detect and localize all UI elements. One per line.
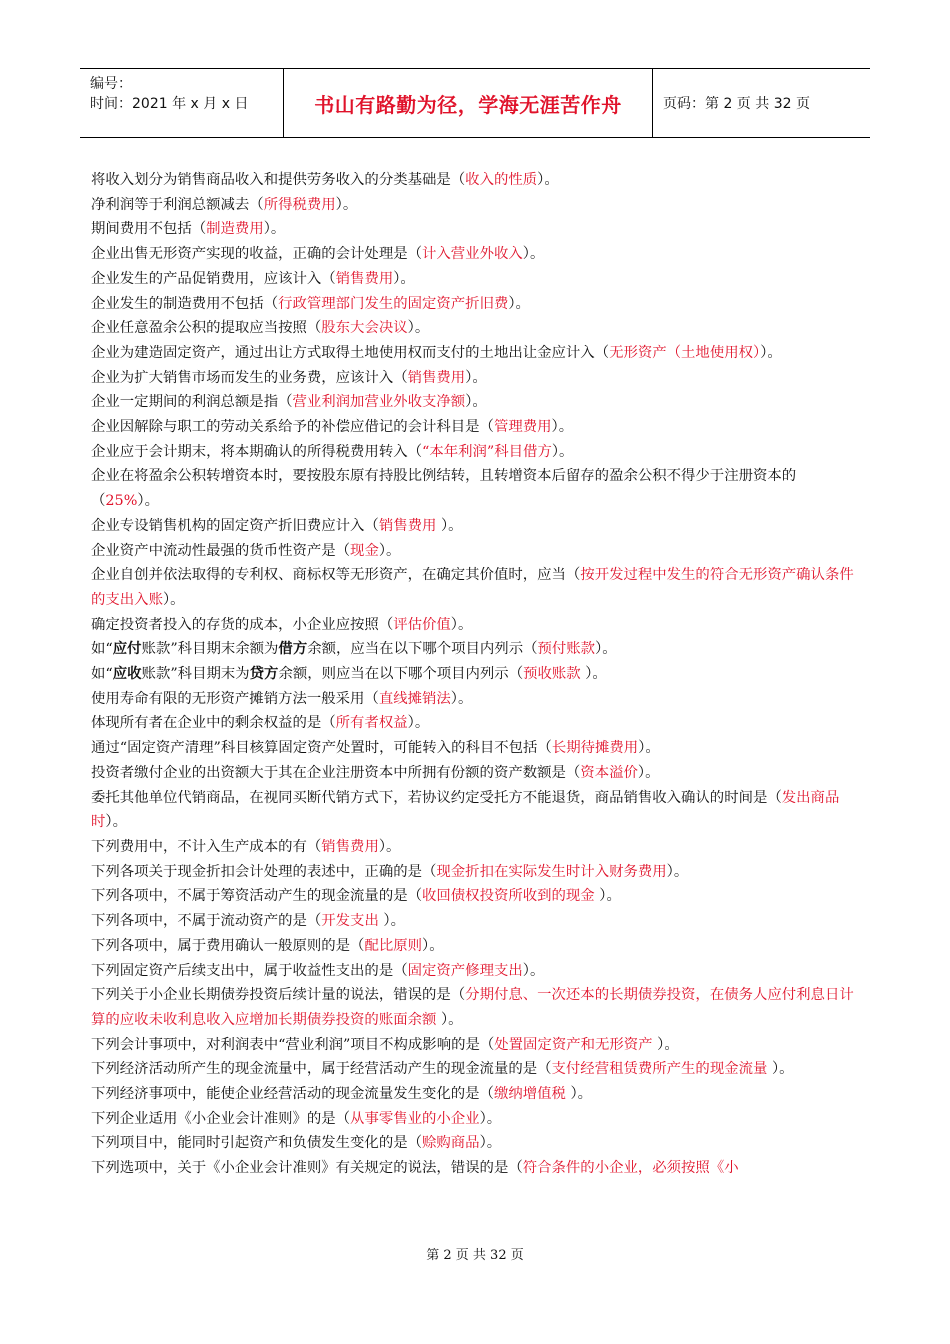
question-text: 如“应收账款”科目期末为贷方余额，则应当在以下哪个项目内列示（: [91, 665, 524, 683]
header-meta: [80, 69, 284, 137]
closing-text: ）。: [522, 962, 545, 979]
answer-text: 25%: [105, 493, 138, 510]
question-line: [91, 242, 861, 267]
question-line: [91, 637, 861, 662]
answer-text: 股东大会决议: [321, 320, 408, 337]
question-line: [91, 687, 861, 712]
answer-text: 资本溢价: [580, 764, 638, 781]
question-line: [91, 292, 861, 317]
answer-text: 按开发过程中发生的符合无形资产确认条件的支出入账: [91, 567, 854, 608]
question-text: 企业自创并依法取得的专利权、商标权等无形资产，在确定其价值时，应当（: [91, 567, 581, 584]
closing-text: ）。: [666, 863, 689, 880]
question-text: 投资者缴付企业的出资额大于其在企业注册资本中所拥有份额的资产数额是（: [91, 764, 581, 781]
question-text: 下列关于小企业长期债券投资后续计量的说法，错误的是（: [91, 987, 466, 1004]
answer-text: 所有者权益: [335, 715, 408, 732]
closing-text: ）。: [450, 690, 473, 707]
question-line: [91, 366, 861, 391]
question-text: 企业资产中流动性最强的货币性资产是（: [91, 542, 351, 559]
doc-number-label: 编号：: [90, 76, 132, 92]
header-page-info-cell: [653, 69, 870, 137]
answer-text: 行政管理部门发生的固定资产折旧费: [278, 295, 509, 312]
closing-text: ）。: [383, 913, 405, 930]
closing-text: ）。: [465, 369, 487, 386]
page-header: [80, 68, 870, 138]
question-text: 企业发生的制造费用不包括（: [91, 295, 279, 312]
question-text: 企业在将盈余公积转增资本时，要按股东原有持股比例结转，且转增资本后留存的盈余公积不得少于注册资本的（: [91, 468, 797, 510]
question-line: [91, 217, 861, 242]
closing-text: ）。: [479, 1135, 502, 1152]
question-line: [91, 267, 861, 292]
answer-text: 所得税费用: [263, 196, 336, 213]
answer-text: 收入的性质: [465, 172, 538, 188]
header-motto-cell: [284, 69, 653, 137]
header-page-info: 页码：第 2 页 共 32 页: [663, 96, 810, 112]
question-text: 期间费用不包括（: [91, 221, 207, 238]
question-text: 下列经济活动所产生的现金流量中，属于经营活动产生的现金流量的是（: [91, 1061, 552, 1078]
closing-text: ）。: [407, 715, 430, 732]
closing-text: ）。: [760, 344, 782, 361]
answer-text: 分期付息、一次还本的长期债券投资，在债务人应付利息日计算的应收未收利息收入应增加长期债券投资的账面余额: [91, 987, 854, 1028]
closing-text: ）。: [407, 320, 430, 337]
question-line: [91, 761, 861, 786]
answer-text: 销售费用: [335, 270, 394, 287]
closing-text: ）。: [378, 838, 401, 855]
question-text: 将收入划分为销售商品收入和提供劳务收入的分类基础是（: [91, 172, 466, 188]
question-text: 下列选项中，关于《小企业会计准则》有关规定的说法，错误的是（: [91, 1160, 523, 1177]
closing-text: ）。: [450, 616, 473, 633]
answer-text: 支付经营租赁费所产生的现金流量: [551, 1061, 772, 1078]
answer-text: 赊购商品: [422, 1135, 480, 1152]
closing-text: ）。: [771, 1061, 794, 1078]
emphasis-text: 应收: [112, 665, 142, 683]
question-line: [91, 884, 861, 909]
emphasis-text: 贷方: [249, 665, 279, 683]
closing-text: ）。: [537, 172, 559, 188]
answer-text: “本年利润”科目借方: [422, 443, 552, 460]
answer-text: 销售费用: [378, 517, 441, 534]
question-line: [91, 341, 861, 366]
closing-text: ）。: [551, 443, 574, 460]
closing-text: ）。: [393, 270, 415, 287]
answer-text: 符合条件的小企业，必须按照《小: [522, 1160, 739, 1177]
answer-text: 处置固定资产和无形资产: [494, 1036, 658, 1053]
closing-text: ）。: [585, 666, 607, 683]
question-text: 企业任意盈余公积的提取应当按照（: [91, 320, 322, 337]
answer-text: 直线摊销法: [378, 690, 451, 707]
answer-text: 制造费用: [206, 221, 264, 238]
question-line: [91, 1033, 861, 1058]
question-line: [91, 711, 861, 736]
question-text: 企业一定期间的利润总额是指（: [91, 394, 293, 411]
question-text: 下列费用中，不计入生产成本的有（: [91, 838, 322, 855]
closing-text: ）。: [599, 888, 621, 905]
page-footer: 第 2 页 共 32 页: [426, 1248, 524, 1263]
answer-text: 长期待摊费用: [551, 740, 639, 757]
closing-text: ）。: [440, 517, 463, 534]
answer-text: 评估价值: [393, 616, 451, 633]
answer-text: 配比原则: [364, 937, 423, 954]
document-body: [91, 168, 861, 1181]
question-line: [91, 390, 861, 415]
closing-text: ）。: [422, 937, 444, 954]
question-text: 净利润等于利润总额减去（: [91, 196, 264, 213]
question-text: 企业出售无形资产实现的收益，正确的会计处理是（: [91, 246, 422, 263]
answer-text: 预收账款: [523, 666, 586, 683]
question-text: 委托其他单位代销商品，在视同买断代销方式下，若协议约定受托方不能退货，商品销售收入确认的时间是（: [91, 789, 782, 806]
closing-text: ）。: [508, 295, 530, 312]
question-text: 企业应于会计期末，将本期确认的所得税费用转入（: [91, 443, 422, 460]
header-motto: 书山有路勤为径，学海无涯苦作舟: [314, 92, 622, 117]
question-text: 企业为建造固定资产，通过出让方式取得土地使用权而支付的土地出让金应计入（: [91, 344, 610, 361]
closing-text: ）。: [638, 740, 660, 757]
question-line: [91, 539, 861, 564]
answer-text: 现金折扣在实际发生时计入财务费用: [436, 863, 667, 880]
question-text: 企业因解除与职工的劳动关系给予的补偿应借记的会计科目是（: [91, 419, 494, 436]
question-line: [91, 464, 861, 513]
question-line: [91, 959, 861, 984]
closing-text: ）。: [551, 419, 574, 436]
question-line: [91, 1156, 861, 1181]
question-text: 下列固定资产后续支出中，属于收益性支出的是（: [91, 962, 408, 979]
question-line: [91, 860, 861, 885]
question-line: [91, 786, 861, 835]
question-text: 企业为扩大销售市场而发生的业务费，应该计入（: [91, 369, 408, 386]
closing-text: ）。: [637, 764, 660, 781]
answer-text: 开发支出: [321, 913, 384, 930]
answer-text: 收回债权投资所收到的现金: [422, 888, 600, 905]
answer-text: 固定资产修理支出: [407, 962, 523, 979]
answer-text: 营业利润加营业外收支净额: [292, 394, 466, 411]
question-line: [91, 193, 861, 218]
question-line: [91, 1131, 861, 1156]
emphasis-text: 借方: [278, 640, 308, 658]
closing-text: ）。: [522, 246, 545, 263]
closing-text: ）。: [378, 542, 401, 559]
closing-text: ）。: [105, 814, 127, 831]
question-line: [91, 613, 861, 638]
question-line: [91, 168, 861, 193]
closing-text: ）。: [595, 641, 617, 658]
question-line: [91, 440, 861, 465]
answer-text: 计入营业外收入: [422, 246, 523, 263]
question-text: 下列经济事项中，能使企业经营活动的现金流量发生变化的是（: [91, 1086, 494, 1103]
question-line: [91, 316, 861, 341]
answer-text: 销售费用: [407, 369, 466, 386]
question-text: 确定投资者投入的存货的成本，小企业应按照（: [91, 616, 394, 633]
question-line: [91, 563, 861, 612]
question-text: 下列各项中，不属于流动资产的是（: [91, 913, 322, 930]
closing-text: ）。: [335, 196, 358, 213]
question-line: [91, 415, 861, 440]
question-text: 下列各项关于现金折扣会计处理的表述中，正确的是（: [91, 863, 437, 880]
answer-text: 从事零售业的小企业: [350, 1110, 480, 1127]
answer-text: 销售费用: [321, 838, 379, 855]
question-line: [91, 514, 861, 539]
question-line: [91, 736, 861, 761]
question-line: [91, 1057, 861, 1082]
question-text: 使用寿命有限的无形资产摊销方法一般采用（: [91, 690, 379, 707]
answer-text: 发出商品时: [91, 789, 840, 831]
closing-text: ）。: [263, 221, 286, 238]
question-text: 下列各项中，属于费用确认一般原则的是（: [91, 937, 365, 954]
answer-text: 管理费用: [493, 419, 552, 436]
question-text: 体现所有者在企业中的剩余权益的是（: [91, 715, 336, 732]
closing-text: ）。: [570, 1086, 593, 1103]
question-text: 企业发生的产品促销费用，应该计入（: [91, 270, 336, 287]
question-text: 下列项目中，能同时引起资产和负债发生变化的是（: [91, 1135, 422, 1152]
answer-text: 预付账款: [537, 641, 596, 658]
question-line: [91, 983, 861, 1032]
closing-text: ）。: [137, 493, 159, 510]
question-line: [91, 835, 861, 860]
question-line: [91, 934, 861, 959]
closing-text: ）。: [162, 591, 185, 608]
question-text: 企业专设销售机构的固定资产折旧费应计入（: [91, 517, 379, 534]
question-text: 如“应付账款”科目期末余额为借方余额，应当在以下哪个项目内列示（: [91, 640, 538, 658]
closing-text: ）。: [657, 1036, 679, 1053]
answer-text: 缴纳增值税: [493, 1086, 571, 1103]
answer-text: 现金: [350, 542, 379, 559]
question-text: 下列企业适用《小企业会计准则》的是（: [91, 1110, 351, 1127]
doc-time-label: 时间：2021 年 x 月 x 日: [90, 96, 249, 112]
emphasis-text: 应付: [112, 640, 142, 658]
closing-text: ）。: [479, 1110, 502, 1127]
question-line: [91, 909, 861, 934]
question-text: 下列会计事项中，对利润表中“营业利润”项目不构成影响的是（: [91, 1036, 495, 1053]
question-line: [91, 1082, 861, 1107]
question-line: [91, 662, 861, 687]
question-text: 下列各项中，不属于筹资活动产生的现金流量的是（: [91, 888, 422, 905]
question-text: 通过“固定资产清理”科目核算固定资产处置时，可能转入的科目不包括（: [91, 740, 552, 757]
closing-text: ）。: [465, 394, 487, 411]
answer-text: 无形资产（土地使用权）: [609, 344, 761, 361]
closing-text: ）。: [440, 1011, 463, 1028]
question-line: [91, 1107, 861, 1132]
